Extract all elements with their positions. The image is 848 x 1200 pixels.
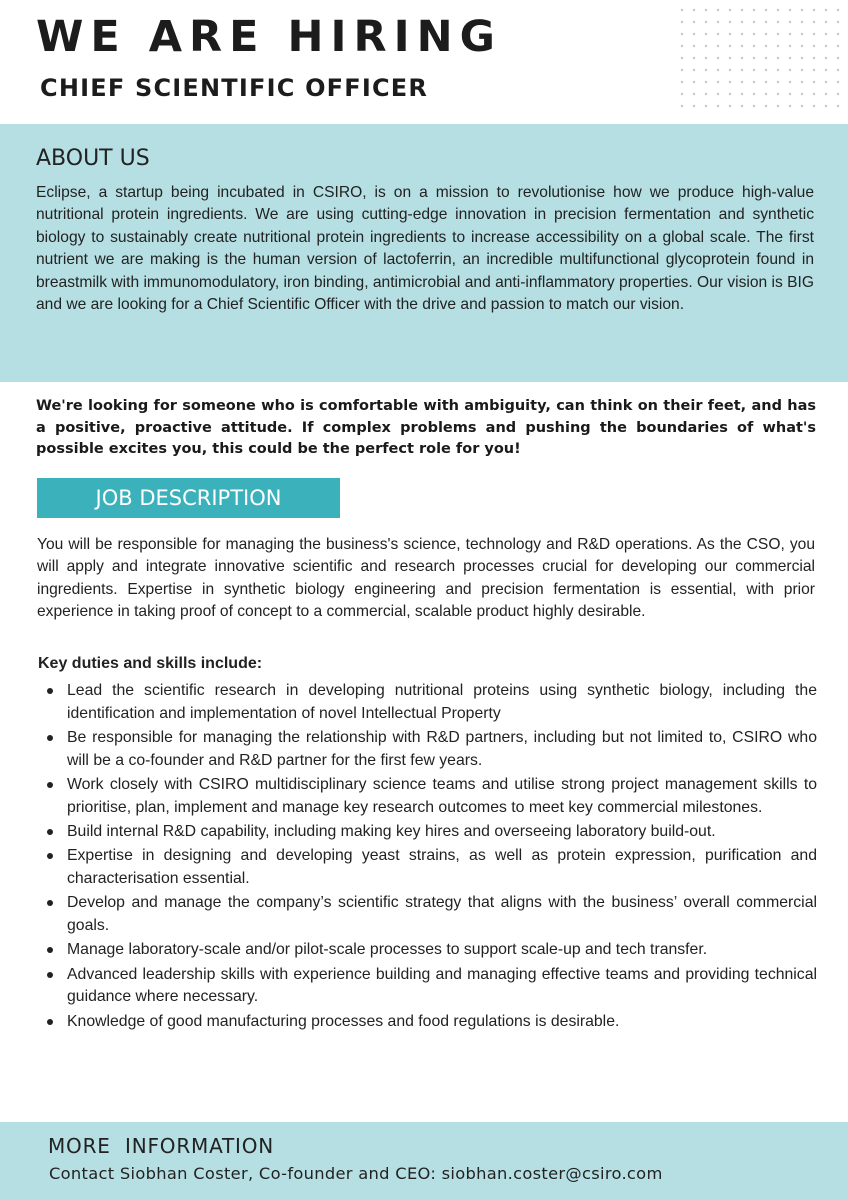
decorative-dot: [777, 81, 779, 83]
decorative-dot: [717, 33, 719, 35]
bullet-icon: [47, 1019, 53, 1025]
decorative-dot: [753, 93, 755, 95]
decorative-dot: [705, 57, 707, 59]
decorative-dot: [765, 45, 767, 47]
duties-list: [37, 680, 817, 1035]
decorative-dot: [705, 105, 707, 107]
decorative-dot: [693, 93, 695, 95]
decorative-dot: [789, 93, 791, 95]
duty-item: [37, 964, 817, 1009]
decorative-dot: [825, 57, 827, 59]
about-heading: ABOUT US: [36, 146, 150, 171]
decorative-dot: [801, 33, 803, 35]
decorative-dot: [741, 9, 743, 11]
decorative-dot: [681, 93, 683, 95]
decorative-dot: [789, 69, 791, 71]
decorative-dot: [837, 9, 839, 11]
decorative-dot: [765, 9, 767, 11]
decorative-dot: [717, 9, 719, 11]
decorative-dot: [825, 45, 827, 47]
decorative-dot: [801, 9, 803, 11]
duty-text: Be responsible for managing the relationship with R&D partners, including but not limited to, CSIRO who will be a co-founder and R&D partner for the first few years.: [67, 728, 817, 769]
decorative-dot: [705, 9, 707, 11]
bullet-icon: [47, 853, 53, 859]
contact-line: Contact Siobhan Coster, Co-founder and CEO: siobhan.coster@csiro.com: [49, 1164, 663, 1183]
decorative-dot: [813, 81, 815, 83]
decorative-dot: [705, 69, 707, 71]
decorative-dot: [741, 21, 743, 23]
decorative-dot: [753, 69, 755, 71]
decorative-dot: [741, 105, 743, 107]
decorative-dot: [681, 9, 683, 11]
duty-text: Build internal R&D capability, including making key hires and overseeing laboratory build-out.: [67, 822, 716, 840]
more-info-section: [0, 1122, 848, 1200]
decorative-dot: [753, 81, 755, 83]
duty-item: [37, 845, 817, 890]
decorative-dot: [813, 93, 815, 95]
decorative-dot: [813, 21, 815, 23]
decorative-dot: [837, 105, 839, 107]
duty-item: [37, 1011, 817, 1034]
decorative-dot: [705, 21, 707, 23]
decorative-dot: [789, 45, 791, 47]
job-description-banner: JOB DESCRIPTION: [37, 478, 340, 518]
decorative-dot: [801, 21, 803, 23]
decorative-dot: [837, 69, 839, 71]
decorative-dot: [837, 57, 839, 59]
decorative-dot: [729, 81, 731, 83]
decorative-dot: [765, 33, 767, 35]
decorative-dot: [765, 81, 767, 83]
decorative-dot: [777, 69, 779, 71]
decorative-dot: [777, 9, 779, 11]
decorative-dot: [789, 81, 791, 83]
decorative-dot: [741, 93, 743, 95]
decorative-dot: [741, 45, 743, 47]
decorative-dot: [825, 21, 827, 23]
decorative-dot: [729, 93, 731, 95]
decorative-dot: [717, 105, 719, 107]
bullet-icon: [47, 688, 53, 694]
decorative-dot: [777, 45, 779, 47]
more-info-heading: MORE INFORMATION: [48, 1134, 275, 1158]
decorative-dot: [729, 105, 731, 107]
decorative-dot: [705, 45, 707, 47]
decorative-dot: [741, 57, 743, 59]
decorative-dot: [753, 105, 755, 107]
decorative-dot: [729, 57, 731, 59]
duty-item: [37, 892, 817, 937]
decorative-dot: [765, 57, 767, 59]
decorative-dot: [813, 45, 815, 47]
decorative-dot: [741, 81, 743, 83]
decorative-dot: [777, 93, 779, 95]
bullet-icon: [47, 782, 53, 788]
decorative-dot: [777, 33, 779, 35]
decorative-dot: [753, 57, 755, 59]
decorative-dot: [801, 105, 803, 107]
intro-statement: We're looking for someone who is comfortable with ambiguity, can think on their feet, and has a positive, proactive attitude. If complex problems and pushing the boundaries of what's possible excites you, this could be the perfect role for you!: [36, 398, 816, 457]
decorative-dot: [837, 93, 839, 95]
decorative-dot: [705, 33, 707, 35]
decorative-dot: [813, 33, 815, 35]
bullet-icon: [47, 735, 53, 741]
decorative-dot: [789, 21, 791, 23]
bullet-icon: [47, 947, 53, 953]
decorative-dot: [777, 57, 779, 59]
decorative-dot: [753, 9, 755, 11]
decorative-dot: [729, 33, 731, 35]
about-section: [0, 124, 848, 382]
duty-text: Manage laboratory-scale and/or pilot-scale processes to support scale-up and tech transfer.: [67, 941, 708, 959]
duties-heading: Key duties and skills include:: [38, 655, 263, 672]
decorative-dot: [729, 9, 731, 11]
duty-text: Advanced leadership skills with experience building and managing effective teams and providing technical guidance where necessary.: [67, 965, 817, 1006]
decorative-dot: [825, 9, 827, 11]
decorative-dot: [837, 81, 839, 83]
decorative-dot: [741, 33, 743, 35]
decorative-dot: [681, 105, 683, 107]
decorative-dot: [681, 81, 683, 83]
decorative-dot: [801, 57, 803, 59]
decorative-dot: [693, 57, 695, 59]
role-title: CHIEF SCIENTIFIC OFFICER: [40, 74, 429, 102]
decorative-dot: [789, 9, 791, 11]
duty-text: Work closely with CSIRO multidisciplinary science teams and utilise strong project management skills to prioritise, plan, implement and manage key research outcomes to meet key commercial milestones.: [67, 775, 817, 816]
decorative-dot: [693, 45, 695, 47]
duty-item: [37, 774, 817, 819]
duty-item: [37, 821, 817, 844]
duty-text: Knowledge of good manufacturing processes and food regulations is desirable.: [67, 1012, 620, 1030]
about-body: Eclipse, a startup being incubated in CSIRO, is on a mission to revolutionise how we produce high-value nutritional protein ingredients. We are using cutting-edge innovation in precision fermentation and synthetic biology to sustainably create nutritional protein ingredients to increase accessibility on a global scale. The first nutrient we are making is the human version of lactoferrin, an incredible multifunctional glycoprotein found in breastmilk with immunomodulatory, iron binding, antimicrobial and anti-inflammatory properties. Our vision is BIG and we are looking for a Chief Scientific Officer with the drive and passion to match our vision.: [36, 184, 814, 314]
decorative-dot: [837, 45, 839, 47]
job-description-body: You will be responsible for managing the business's science, technology and R&D operations. As the CSO, you will apply and integrate innovative scientific and research processes crucial for developing our commercial ingredients. Expertise in synthetic biology engineering and precision fermentation is essential, with prior experience in taking proof of concept to a commercial, scalable product highly desirable.: [37, 536, 815, 621]
hiring-title: WE ARE HIRING: [36, 12, 502, 62]
decorative-dot: [717, 21, 719, 23]
decorative-dot: [681, 33, 683, 35]
decorative-dot: [693, 21, 695, 23]
bullet-icon: [47, 829, 53, 835]
decorative-dot: [753, 21, 755, 23]
decorative-dot: [717, 93, 719, 95]
decorative-dot: [789, 105, 791, 107]
decorative-dot: [681, 57, 683, 59]
decorative-dot: [729, 69, 731, 71]
decorative-dot: [777, 21, 779, 23]
decorative-dot: [765, 21, 767, 23]
decorative-dot: [777, 105, 779, 107]
decorative-dot: [717, 81, 719, 83]
decorative-dot: [837, 21, 839, 23]
decorative-dot: [705, 81, 707, 83]
decorative-dot: [825, 69, 827, 71]
header: [0, 0, 848, 124]
decorative-dot: [765, 93, 767, 95]
bullet-icon: [47, 900, 53, 906]
decorative-dot: [801, 81, 803, 83]
decorative-dot: [693, 81, 695, 83]
decorative-dot: [789, 33, 791, 35]
decorative-dot: [681, 21, 683, 23]
decorative-dot: [801, 69, 803, 71]
decorative-dot: [765, 69, 767, 71]
decorative-dot: [825, 81, 827, 83]
duty-text: Lead the scientific research in developing nutritional proteins using synthetic biology, including the identification and implementation of novel Intellectual Property: [67, 682, 817, 722]
duty-item: [37, 680, 817, 725]
decorative-dot: [729, 21, 731, 23]
decorative-dot: [825, 105, 827, 107]
duty-text: Develop and manage the company’s scientific strategy that aligns with the business’ overall commercial goals.: [67, 894, 817, 934]
decorative-dot: [753, 33, 755, 35]
decorative-dot: [693, 9, 695, 11]
decorative-dot: [837, 33, 839, 35]
decorative-dot: [813, 57, 815, 59]
decorative-dot: [705, 93, 707, 95]
decorative-dot: [801, 45, 803, 47]
decorative-dot: [693, 69, 695, 71]
bullet-icon: [47, 972, 53, 978]
decorative-dot: [717, 69, 719, 71]
duty-item: [37, 727, 817, 772]
decorative-dot: [717, 45, 719, 47]
decorative-dot: [681, 69, 683, 71]
decorative-dot: [813, 105, 815, 107]
duty-item: [37, 939, 817, 962]
decorative-dot: [813, 9, 815, 11]
decorative-dot: [753, 45, 755, 47]
decorative-dot: [729, 45, 731, 47]
decorative-dot: [717, 57, 719, 59]
decorative-dot: [825, 93, 827, 95]
decorative-dot: [813, 69, 815, 71]
duty-text: Expertise in designing and developing yeast strains, as well as protein expression, purification and characterisation essential.: [67, 847, 817, 887]
decorative-dot: [825, 33, 827, 35]
decorative-dot: [765, 105, 767, 107]
decorative-dot: [789, 57, 791, 59]
decorative-dot: [741, 69, 743, 71]
decorative-dot: [693, 33, 695, 35]
decorative-dot: [693, 105, 695, 107]
decorative-dot-grid: [676, 4, 846, 114]
decorative-dot: [801, 93, 803, 95]
decorative-dot: [681, 45, 683, 47]
